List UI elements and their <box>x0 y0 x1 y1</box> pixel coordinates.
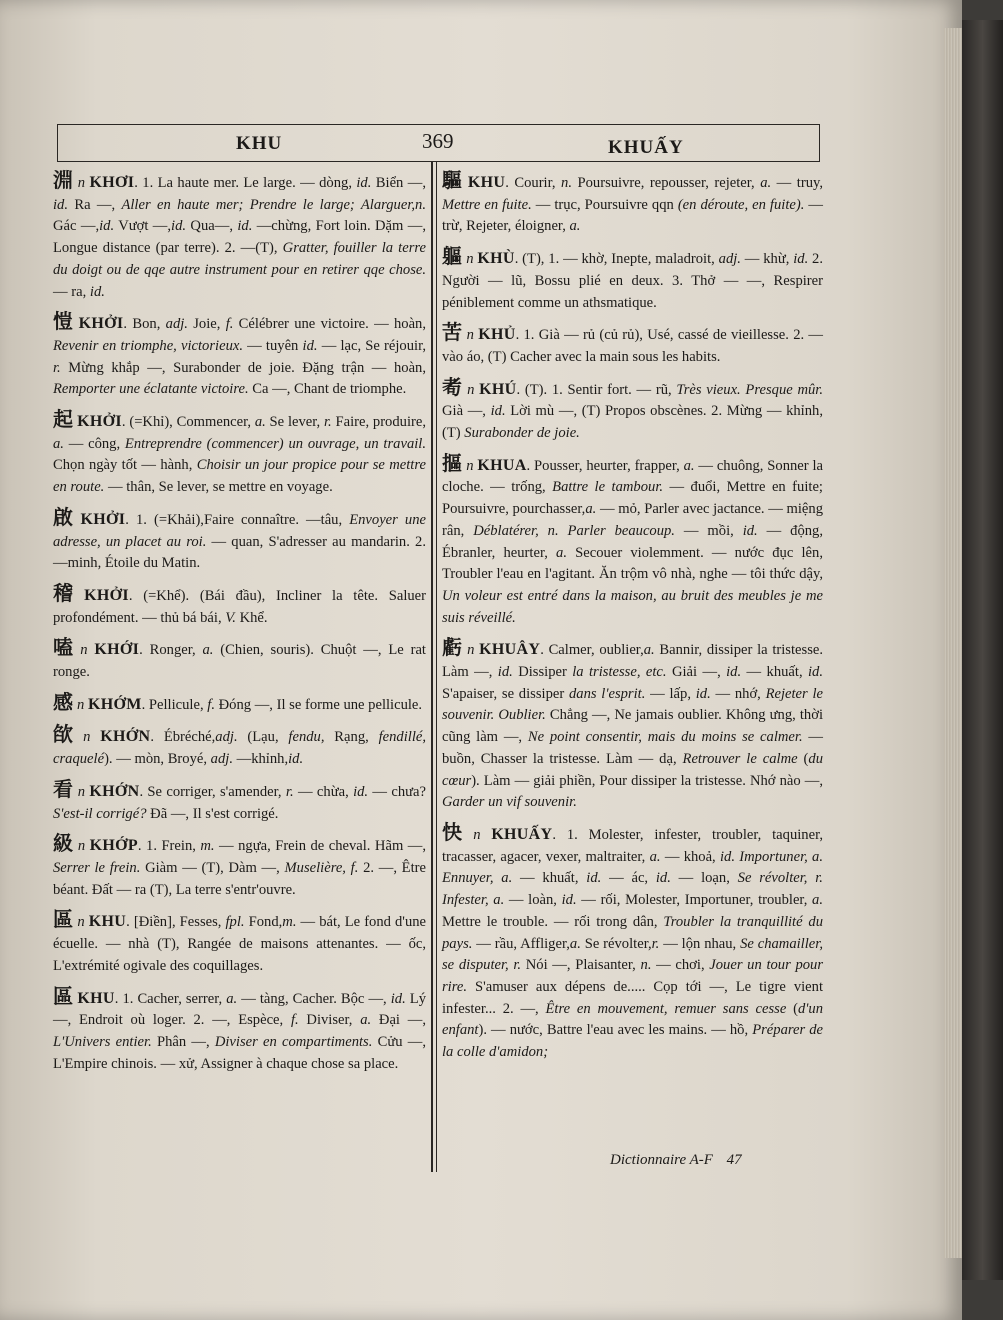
column-rule-inner <box>436 162 437 1172</box>
dictionary-entry <box>53 170 426 303</box>
headword: KHU <box>467 174 506 191</box>
italic-text: r. <box>53 359 61 376</box>
entry-text: — mồi, <box>674 522 743 539</box>
italic-text: n <box>83 729 101 746</box>
entry-hanzi: 感 <box>53 689 73 714</box>
entry-hanzi: 區 <box>53 983 74 1008</box>
entry-text: — lộn nhau, <box>659 935 741 952</box>
headword: KHỞI <box>78 315 124 333</box>
entry-text: — loạn, <box>670 870 738 887</box>
entry-text: ( <box>797 750 809 767</box>
headword: KHÙ <box>477 250 515 268</box>
headword: KHỚM <box>87 695 142 713</box>
entry-text: . 1. Già — rủ (củ rủ), Usé, cassé de vieillesse. 2. — vào áo, (T) Cacher avec la main sous les habits. <box>442 327 824 365</box>
entry-text: . Bon, <box>123 316 166 333</box>
entry-hanzi: 苦 <box>442 320 463 345</box>
italic-text: Jouer un tour pour rire. <box>442 957 824 995</box>
entry-text: . (T), 1. — khờ, Inepte, maladroit, <box>514 251 719 268</box>
entry-text: . 1. Cacher, serrer, <box>114 990 227 1007</box>
headword: KHỦ <box>478 326 516 344</box>
italic-text: Revenir en triomphe, victorieux. <box>53 337 243 354</box>
italic-text: a. <box>569 218 581 235</box>
entry-text: — khuất, <box>512 870 587 887</box>
entry-text: Ra —, <box>68 196 122 213</box>
italic-text: a. <box>643 642 655 659</box>
dictionary-entry <box>53 311 426 401</box>
italic-text: a. <box>812 892 823 909</box>
italic-text: Ne point consentir, mais du moins se calmer. <box>527 729 803 746</box>
dictionary-entry <box>53 409 426 499</box>
italic-text: id. <box>390 990 406 1007</box>
entry-hanzi: 欿 <box>53 722 80 747</box>
italic-text: id. <box>726 664 742 681</box>
entry-text: Mettre le trouble. — rối trong dân, <box>442 913 664 930</box>
italic-text: Se révolter, r. Infester, a. <box>442 870 823 909</box>
italic-text: r. <box>323 414 332 431</box>
signature-text: Dictionnaire A-F <box>610 1152 713 1168</box>
italic-text: id. <box>742 522 758 539</box>
entry-text: Poursuivre, repousser, rejeter, <box>572 175 761 191</box>
entry-hanzi: 區 <box>53 907 74 932</box>
entry-hanzi: 愷 <box>53 309 75 334</box>
italic-text: fendillé, craquelé <box>53 729 426 768</box>
italic-text: n <box>77 838 90 855</box>
entry-text: — tàng, Cacher. Bộc —, <box>237 990 391 1007</box>
entry-text: Cửu —, L'Empire chinois. — xử, Assigner à chaque chose sa place. <box>53 1033 426 1072</box>
entry-text: — thân, Se lever, se mettre en voyage. <box>104 479 333 496</box>
italic-text: Être en mouvement, remuer sans cesse <box>545 1000 787 1017</box>
italic-text: adj. <box>718 251 741 268</box>
italic-text: r. <box>285 783 294 800</box>
italic-text: a. <box>556 544 567 561</box>
book-spine <box>962 20 1003 1280</box>
entry-text: Qua—, <box>186 218 238 235</box>
dictionary-entry <box>442 322 823 368</box>
entry-text: . Calmer, oublier, <box>540 642 644 659</box>
italic-text: Envoyer une adresse, un placet au roi. <box>53 511 426 550</box>
entry-text: . Courir, <box>505 175 562 191</box>
entry-text: . 1. La haute mer. Le large. — dòng, <box>134 175 357 191</box>
italic-text: Troubler la tranquillité du pays. <box>442 913 823 952</box>
italic-text: f. <box>225 316 234 333</box>
italic-text: Serrer le frein. <box>53 859 141 876</box>
entry-text: Fond, <box>244 914 283 931</box>
entry-text: Se lever, <box>265 414 324 431</box>
italic-text: Un voleur est entré dans la maison, au bruit des meubles je me suis réveillé. <box>442 587 823 626</box>
italic-text: id. <box>490 403 506 420</box>
entry-text: — chuông, Sonner la cloche. — trống, <box>442 457 823 496</box>
italic-text: id. <box>353 783 369 800</box>
italic-text: a. <box>760 175 772 191</box>
entry-text: Đại —, <box>371 1012 426 1029</box>
entry-text: — ác, <box>601 870 656 887</box>
italic-text: Muselière, f. <box>284 859 359 876</box>
entry-text: — trục, Poursuivre qqn <box>531 196 678 213</box>
italic-text: V. <box>225 609 236 626</box>
italic-text: a. <box>360 1012 372 1029</box>
entry-text: Chọn ngày tốt — hành, <box>53 457 197 474</box>
entry-text: Rạng, <box>324 729 379 746</box>
italic-text: id. <box>497 664 513 681</box>
entry-hanzi: 淵 <box>53 168 74 192</box>
entry-text: Secouer violemment. — nước đục lên, Troubler l'eau en l'agitant. Ăn trộm vô nhà, nghe — tôi thức dậy, <box>442 544 823 583</box>
entry-text: Giải —, <box>666 664 727 681</box>
italic-text: L'Univers entier. <box>53 1033 152 1050</box>
italic-text: n <box>466 457 478 474</box>
italic-text: fpl. <box>225 914 245 931</box>
entry-text: Bannir, dissiper la tristesse. Làm —, <box>442 642 823 681</box>
entry-text: Đã —, Il s'est corrigé. <box>146 805 279 822</box>
italic-text: n <box>466 251 478 268</box>
entry-text: —chừng, Fort loin. Dặm —, Longue distance (par terre). 2. —(T), <box>53 218 426 257</box>
italic-text: n <box>80 642 95 659</box>
left-column <box>53 170 426 1083</box>
italic-text: fendu, <box>288 729 325 746</box>
entry-text: (Chien, souris). Chuột —, Le rat ronge. <box>53 642 426 681</box>
italic-text: d'un enfant <box>442 1000 823 1039</box>
entry-text: Nói —, Plaisanter, <box>521 957 641 974</box>
entry-text: Lời mù —, (T) Propos obscènes. 2. Mừng — khỉnh, (T) <box>442 403 823 442</box>
entry-text: — công, <box>63 435 125 452</box>
italic-text: Aller en haute mer; Prendre le large; Alarguer, <box>121 196 416 213</box>
italic-text: Mettre en fuite. <box>442 196 532 213</box>
entry-text: Vượt —, <box>114 218 172 235</box>
dictionary-entry <box>53 776 426 825</box>
italic-text: m. <box>282 914 297 931</box>
entry-text: Célébrer une victoire. — hoàn, <box>233 316 426 333</box>
headword: KHU <box>88 913 127 931</box>
entry-hanzi: 耇 <box>442 374 464 399</box>
entry-hanzi: 嗑 <box>53 635 77 660</box>
italic-text: n. <box>415 196 426 213</box>
headword: KHU <box>77 989 115 1007</box>
headword: KHỚN <box>89 782 140 800</box>
entry-text: Khể. <box>235 609 268 626</box>
dictionary-entry <box>53 833 426 901</box>
italic-text: Rejeter le souvenir. Oublier. <box>442 685 823 724</box>
italic-text: id. <box>655 870 671 887</box>
headword: KHƠI <box>89 174 135 191</box>
dictionary-entry <box>53 983 426 1076</box>
entry-text: S'apaiser, se dissiper <box>442 685 569 702</box>
entry-text: — truy, <box>771 175 823 191</box>
entry-text: — chơi, <box>651 957 710 974</box>
italic-text: a. <box>202 642 214 659</box>
italic-text: id. <box>695 685 711 702</box>
italic-text: id. <box>237 218 253 235</box>
entry-text: ). Làm — giải phiền, Pour dissiper la tristesse. Nhớ nào —, <box>471 772 823 789</box>
entry-hanzi: 看 <box>53 776 74 801</box>
dictionary-entry <box>53 637 426 683</box>
entry-text: ( <box>786 1000 798 1017</box>
entry-hanzi: 起 <box>53 407 74 432</box>
footer-signature <box>610 1152 742 1169</box>
entry-text: . Se corriger, s'amender, <box>139 783 286 800</box>
headword: KHỚN <box>100 728 151 746</box>
italic-text: m. <box>200 838 215 855</box>
signature-number: 47 <box>726 1152 742 1168</box>
italic-text: a. <box>254 414 266 431</box>
entry-text: —khỉnh, <box>232 751 289 768</box>
entry-text: Già —, <box>442 403 491 420</box>
entry-text: . Ébréché, <box>150 729 216 746</box>
headword: KHỚP <box>89 837 138 855</box>
dictionary-entry <box>442 819 824 1064</box>
italic-text: S'est-il corrigé? <box>53 805 147 822</box>
entry-text: — rối, Molester, Importuner, troubler, <box>576 892 813 909</box>
entry-text: — bát, Le fond d'une écuelle. — nhà (T), Rangée de maisons attenantes. — ốc, L'extrémité ogivale des coquillages. <box>53 914 427 974</box>
italic-text: adj. <box>165 316 188 333</box>
dictionary-entry <box>442 450 823 630</box>
italic-text: r. <box>651 935 660 952</box>
header-right-guide-word: KHUẤY <box>608 137 684 158</box>
entry-text: . Pellicule, <box>141 696 208 713</box>
italic-text: la tristesse, etc. <box>572 664 667 681</box>
italic-text: n <box>77 783 90 800</box>
entry-text: Giàm — (T), Dàm —, <box>140 859 285 876</box>
italic-text: id. <box>288 751 304 768</box>
entry-hanzi: 軀 <box>442 244 463 269</box>
italic-text: Importuner, a. Ennuyer, a. <box>442 848 823 887</box>
italic-text: Gratter, fouiller la terre du doigt ou de qqe autre instrument pour en retirer qqe chose. <box>53 240 426 278</box>
entry-hanzi: 虧 <box>442 635 464 660</box>
entry-text: . 1. Frein, <box>137 838 201 855</box>
italic-text: a. <box>226 990 238 1007</box>
italic-text: id. <box>561 892 577 909</box>
column-rule <box>431 162 433 1172</box>
entry-text: Lý —, Endroit où loger. 2. —, Espèce, <box>53 990 426 1029</box>
entry-text: Joie, <box>187 316 226 333</box>
italic-text: n <box>467 642 480 659</box>
entry-text: — buồn, Chasser la tristesse. Làm — dạ, <box>442 729 823 767</box>
entry-text: Se révolter, <box>580 935 652 952</box>
entry-hanzi: 摳 <box>442 450 463 475</box>
italic-text: dans l'esprit. <box>568 685 646 702</box>
headword: KHÚ <box>479 380 517 398</box>
entry-text: — lạc, Se réjouir, <box>317 337 427 354</box>
entry-text: — chừa, <box>293 783 354 800</box>
italic-text: a. <box>569 935 581 952</box>
entry-text: Biển —, <box>371 175 426 191</box>
italic-text: Se chamailler, se disputer, r. <box>442 935 823 974</box>
italic-text: Déblatérer, n. Parler beaucoup. <box>473 522 675 539</box>
italic-text: id. <box>89 283 105 300</box>
italic-text: Surabonder de joie. <box>464 425 580 442</box>
italic-text: a. <box>649 848 661 865</box>
running-header <box>57 124 820 162</box>
header-left-guide-word: KHU <box>236 133 283 154</box>
italic-text: (en déroute, en fuite). <box>677 196 805 213</box>
italic-text: id. <box>171 218 187 235</box>
italic-text: n. <box>561 175 572 191</box>
entry-hanzi: 級 <box>53 831 74 856</box>
italic-text: id. <box>793 251 809 268</box>
italic-text: f. <box>207 696 215 713</box>
entry-text: — đuổi, Mettre en fuite; Poursuivre, pourchasser, <box>442 479 823 518</box>
italic-text: Retrouver le calme <box>682 750 798 767</box>
italic-text: id. <box>302 337 318 354</box>
dictionary-entry <box>53 909 426 977</box>
entry-text: — tuyên <box>243 337 303 354</box>
dictionary-entry <box>442 170 823 238</box>
entry-text: . (T). 1. Sentir fort. — rũ, <box>516 381 677 398</box>
italic-text: id. <box>53 196 68 213</box>
italic-text: n <box>473 826 492 843</box>
entry-text: — trừ, Rejeter, éloigner, <box>442 196 823 235</box>
right-column <box>442 170 823 1072</box>
italic-text: Garder un vif souvenir. <box>442 794 577 811</box>
entry-hanzi: 快 <box>442 819 470 844</box>
headword: KHUẤY <box>491 825 553 843</box>
entry-text: Ca —, Chant de triomphe. <box>248 381 407 398</box>
italic-text: a. <box>53 435 64 452</box>
headword: KHỞI <box>80 510 126 528</box>
entry-text: — khừ, <box>740 251 794 268</box>
italic-text: n <box>77 914 89 931</box>
entry-text: — khoả, <box>660 848 720 865</box>
italic-text: adj. <box>215 729 238 746</box>
page-number: 369 <box>422 129 454 153</box>
entry-hanzi: 稽 <box>53 580 81 605</box>
headword: KHỚI <box>94 641 140 659</box>
headword: KHỞI <box>84 586 129 604</box>
entry-text: . (=Khỉ), Commencer, <box>121 414 255 431</box>
entry-text: . (=Khể). (Bái đầu), Incliner la tête. Saluer profondément. — thủ bá bái, <box>53 587 427 626</box>
italic-text: Préparer de la colle d'amidon; <box>442 1022 824 1061</box>
entry-text: — khuất, <box>741 664 808 681</box>
headword: KHUA <box>477 456 527 474</box>
headword: KHỞI <box>77 413 122 431</box>
italic-text: adj. <box>210 751 233 768</box>
italic-text: id. <box>808 664 823 681</box>
entry-text: S'amuser aux dépens de..... Cọp tới —, Le tigre vient infester... 2. —, <box>442 978 823 1017</box>
entry-text: — ra, <box>53 283 90 300</box>
entry-text: . [Điền], Fesses, <box>126 914 226 931</box>
entry-text: — quan, S'adresser au mandarin. 2. —minh, Étoile du Matin. <box>53 533 426 572</box>
italic-text: n <box>466 327 479 344</box>
entry-text: . Pousser, heurter, frapper, <box>526 457 684 474</box>
italic-text: Entreprendre (commencer) un ouvrage, un travail. <box>124 435 426 452</box>
entry-text: (Lạu, <box>237 729 289 746</box>
italic-text: n <box>467 381 480 398</box>
italic-text: f. <box>290 1012 299 1029</box>
italic-text: id. <box>356 175 372 191</box>
italic-text: Choisir un jour propice pour se mettre en route. <box>53 457 426 496</box>
italic-text: id. <box>586 870 602 887</box>
italic-text: Battre le tambour. <box>552 479 664 496</box>
entry-hanzi: 驅 <box>442 168 464 192</box>
entry-text: — ngựa, Frein de cheval. Hãm —, <box>214 838 427 855</box>
entry-text: — chưa? <box>368 783 426 800</box>
italic-text: n. <box>640 957 652 974</box>
dictionary-entry <box>53 724 426 770</box>
dictionary-entry <box>53 504 426 575</box>
entry-text: Gác —, <box>53 218 100 235</box>
entry-text: — rầu, Affliger, <box>472 935 570 952</box>
italic-text: du cœur <box>442 750 823 789</box>
italic-text: a. <box>683 457 695 474</box>
entry-text: — lấp, <box>645 685 696 702</box>
entry-text: . 1. Molester, infester, troubler, taquiner, tracasser, agacer, vexer, maltraiter, <box>442 826 823 865</box>
entry-text: Chẳng —, Ne jamais oublier. Không ưng, thời cũng làm —, <box>442 707 823 746</box>
dictionary-entry <box>53 580 427 629</box>
entry-text: ). — nước, Battre l'eau avec les mains. — hồ, <box>478 1022 753 1039</box>
italic-text: id. <box>99 218 115 235</box>
entry-text: 2. Người — lũ, Bossu plié en deux. 3. Thở — —, Respirer péniblement comme un athsmatique. <box>442 251 823 311</box>
entry-text: Đóng —, Il se forme une pellicule. <box>214 696 423 713</box>
entry-text: Phân —, <box>151 1033 215 1050</box>
italic-text: a. <box>585 501 597 518</box>
entry-text: Faire, produire, <box>331 414 426 431</box>
entry-text: — nhớ, <box>710 685 766 702</box>
dictionary-entry <box>442 374 823 445</box>
dictionary-entry <box>442 246 823 314</box>
italic-text: n <box>77 696 88 713</box>
headword: KHUÂY <box>479 641 541 659</box>
italic-text: n <box>77 175 90 191</box>
dictionary-entry <box>442 637 823 814</box>
italic-text: Diviser en compartiments. <box>214 1033 373 1050</box>
entry-hanzi: 啟 <box>53 504 77 529</box>
italic-text: id. <box>719 848 735 865</box>
italic-text: Très vieux. Presque mûr. <box>676 381 823 398</box>
entry-text: . Ronger, <box>139 642 203 659</box>
entry-text: — loàn, <box>504 892 562 909</box>
entry-text: — động, Ébranler, heurter, <box>442 522 823 561</box>
entry-text: 2. —, Être béant. Đất — ra (T), La terre s'entr'ouvre. <box>53 859 426 898</box>
entry-text: Mừng khắp —, Surabonder de joie. Đặng trận — hoàn, <box>60 359 426 376</box>
entry-text: Diviser, <box>298 1012 361 1029</box>
italic-text: Remporter une éclatante victoire. <box>53 381 249 398</box>
entry-text: — mỏ, Parler avec jactance. — miệng rân, <box>442 501 823 539</box>
entry-text: . 1. (=Khải),Faire connaître. —tâu, <box>125 511 350 528</box>
dictionary-entry <box>53 689 426 717</box>
entry-text: Dissiper <box>512 664 573 681</box>
entry-text: ). — mòn, Broyé, <box>104 751 211 768</box>
